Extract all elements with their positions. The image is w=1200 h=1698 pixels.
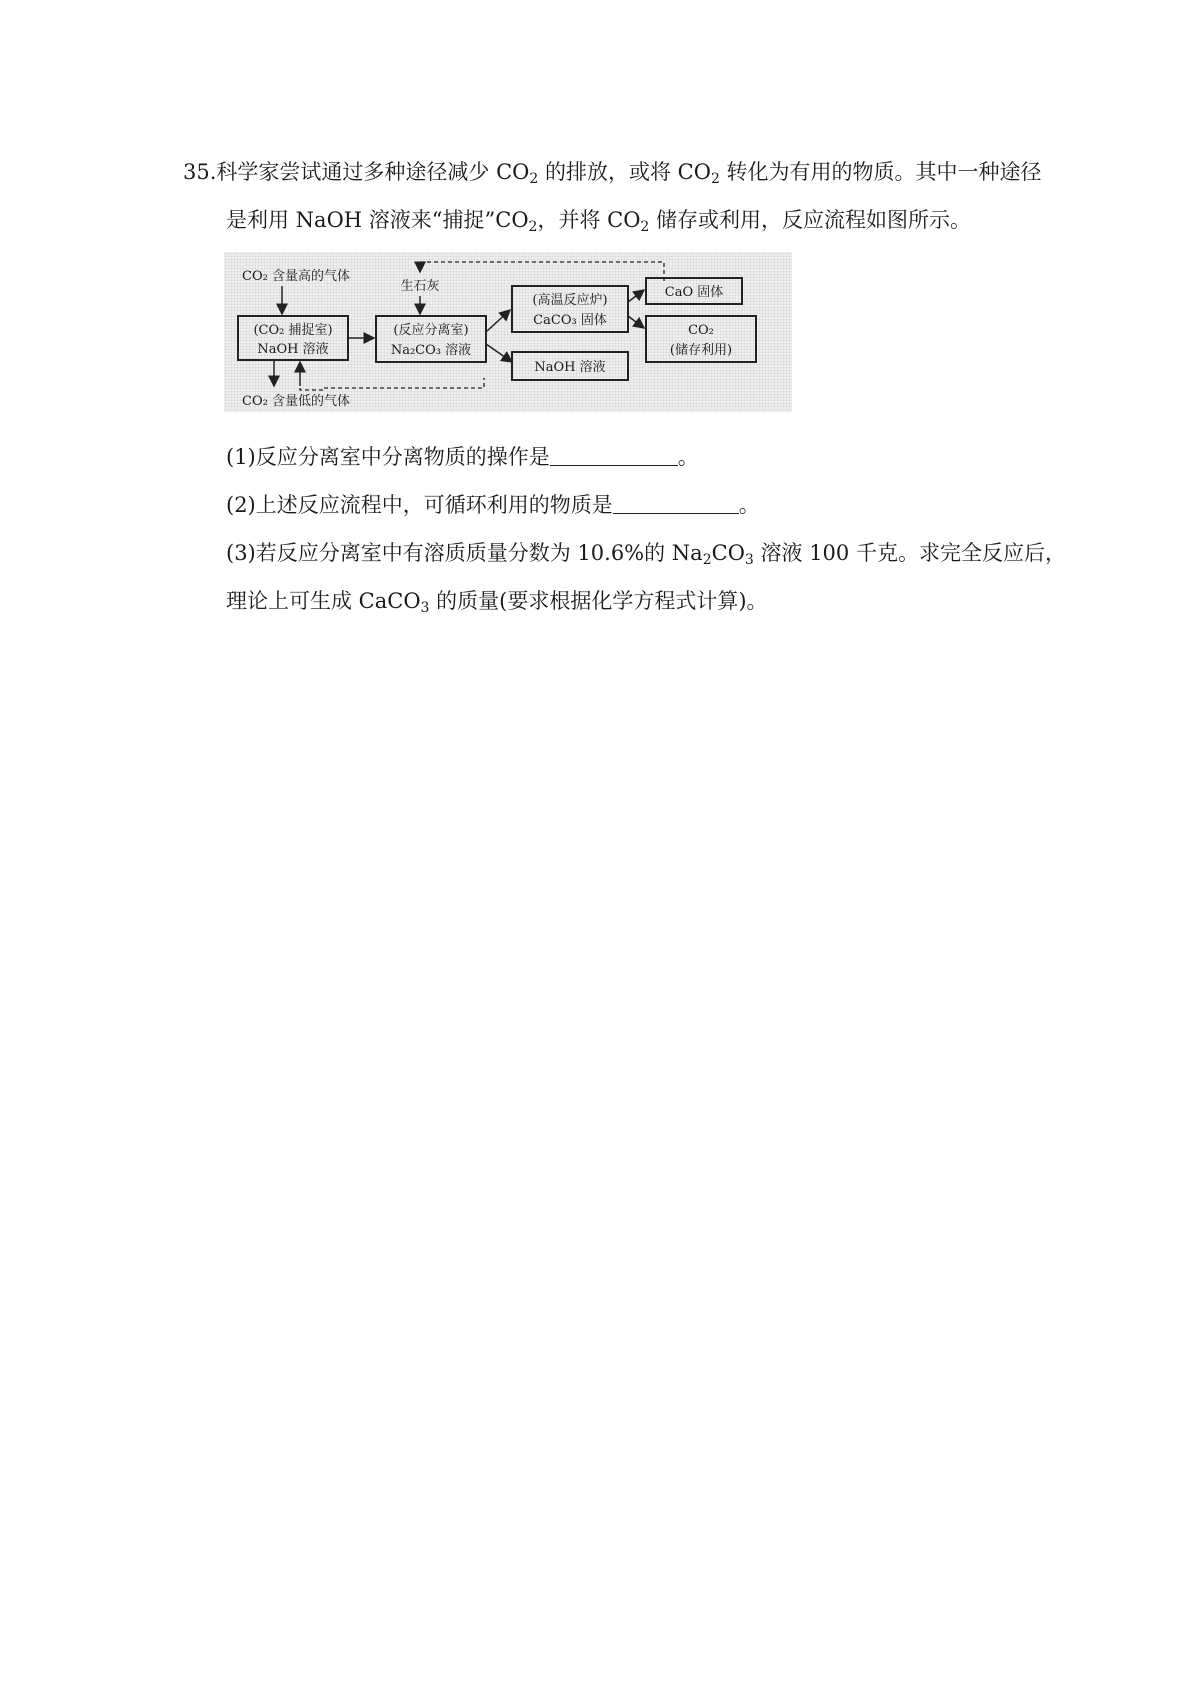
lime-label: 生石灰 bbox=[400, 279, 440, 294]
question-number: 35. bbox=[183, 160, 217, 184]
furnace-to-co2-arrow bbox=[628, 316, 644, 328]
process-flow-diagram bbox=[224, 252, 792, 412]
capture-box-line2: NaOH 溶液 bbox=[257, 342, 329, 357]
subquestion-3-line1: (3)若反应分离室中有溶质质量分数为 10.6%的 $Na_2CO_3$ 溶液 100 千克。求完全反应后， bbox=[226, 541, 1066, 568]
furnace-box-line1: (高温反应炉) bbox=[532, 293, 608, 308]
subquestion-2: (2)上述反应流程中，可循环利用的物质是 。 bbox=[226, 493, 760, 517]
separation-box-line1: (反应分离室) bbox=[393, 323, 469, 338]
capture-box-line1: (CO₂ 捕捉室) bbox=[253, 323, 333, 338]
naoh-return-dashed-path bbox=[300, 378, 484, 390]
separation-to-naoh-arrow bbox=[486, 344, 512, 362]
separation-box-line2: Na₂CO₃ 溶液 bbox=[390, 343, 472, 358]
question-intro-line1: 35.科学家尝试通过多种途径减少 $CO_2$ 的排放，或将 $CO_2$ 转化为有用的物质。其中一种途径 bbox=[183, 160, 1042, 187]
co2-box-line1: CO₂ bbox=[688, 323, 714, 338]
input-gas-label: CO₂ 含量高的气体 bbox=[242, 269, 350, 284]
subquestion-3-line2: 理论上可生成 CaCO$_3$ 的质量(要求根据化学方程式计算)。 bbox=[226, 589, 768, 616]
separation-to-furnace-arrow bbox=[486, 310, 510, 332]
question-intro-line2: 是利用 NaOH 溶液来“捕捉$”CO_2$，并将 $CO_2$ 储存或利用，反应流程如图所示。 bbox=[226, 208, 972, 235]
furnace-box-line2: CaCO₃ 固体 bbox=[533, 313, 607, 328]
naoh-box-label: NaOH 溶液 bbox=[534, 360, 606, 375]
furnace-to-cao-arrow bbox=[628, 290, 644, 302]
output-gas-label: CO₂ 含量低的气体 bbox=[242, 394, 350, 409]
subquestion-1: (1)反应分离室中分离物质的操作是 。 bbox=[226, 445, 699, 469]
answer-blank-1[interactable] bbox=[550, 445, 678, 466]
answer-blank-2[interactable] bbox=[613, 493, 739, 514]
cao-box-label: CaO 固体 bbox=[664, 285, 724, 300]
co2-box-line2: (储存利用) bbox=[669, 343, 733, 358]
